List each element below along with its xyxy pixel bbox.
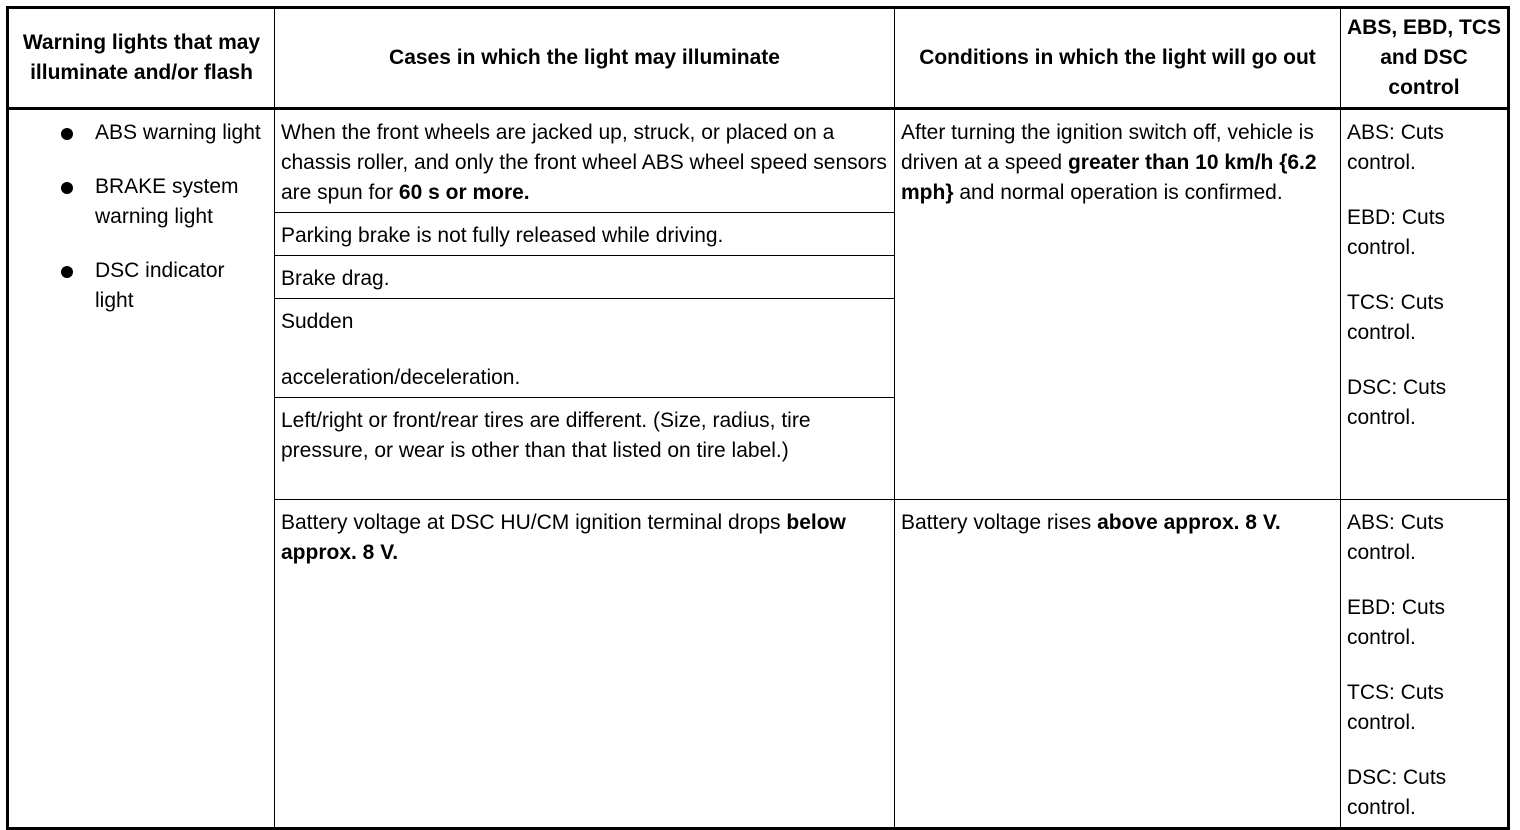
control-item: DSC: Cuts control.: [1347, 376, 1447, 429]
table-row: [8, 109, 1509, 213]
control-cell: [1341, 500, 1509, 829]
warning-lights-list: [15, 118, 268, 316]
header-row: [8, 8, 1509, 109]
header-cases: Cases in which the light may illuminate: [275, 8, 895, 109]
control-item: ABS: Cuts control.: [1347, 121, 1444, 174]
control-item: EBD: Cuts control.: [1347, 206, 1446, 259]
control-item: TCS: Cuts control.: [1347, 291, 1444, 344]
list-item: [59, 118, 268, 148]
condition-bold: above approx. 8 V.: [1097, 511, 1281, 534]
warning-light-label: BRAKE system warning light: [95, 175, 239, 228]
control-item: TCS: Cuts control.: [1347, 681, 1444, 734]
case-cell: [275, 109, 895, 213]
condition-text: Battery voltage rises: [901, 511, 1098, 534]
header-control: ABS, EBD, TCS and DSC control: [1341, 8, 1509, 109]
bullet-icon: [61, 266, 73, 278]
header-warning-lights: Warning lights that may illuminate and/or flash: [8, 8, 275, 109]
case-text: acceleration/deceleration.: [281, 366, 521, 389]
case-cell: [275, 299, 895, 398]
list-item: [59, 256, 268, 316]
case-text: Battery voltage at DSC HU/CM ignition terminal drops: [281, 511, 787, 534]
control-item: DSC: Cuts control.: [1347, 766, 1447, 819]
condition-text: and normal operation is confirmed.: [953, 181, 1283, 204]
case-cell: Left/right or front/rear tires are different. (Size, radius, tire pressure, or wear is other than that listed on tire label.): [275, 398, 895, 500]
control-cell: [1341, 109, 1509, 500]
control-item: EBD: Cuts control.: [1347, 596, 1446, 649]
condition-bold: greater than 10 km/h {6.2 mph}: [901, 151, 1317, 204]
case-cell: [275, 500, 895, 829]
condition-cell: [895, 500, 1341, 829]
case-cell: Brake drag.: [275, 256, 895, 299]
condition-cell: [895, 109, 1341, 500]
case-bold: below approx. 8 V.: [281, 511, 846, 564]
control-item: ABS: Cuts control.: [1347, 511, 1444, 564]
list-item: [59, 172, 268, 232]
warning-light-table: [6, 6, 1510, 830]
case-text: When the front wheels are jacked up, struck, or placed on a chassis roller, and only the front wheel ABS wheel speed sensors are spun for: [281, 121, 887, 204]
warning-light-label: DSC indicator light: [95, 259, 225, 312]
bullet-icon: [61, 182, 73, 194]
case-bold: 60 s or more.: [398, 181, 530, 204]
condition-text: After turning the ignition switch off, vehicle is driven at a speed: [901, 121, 1314, 174]
bullet-icon: [61, 128, 73, 140]
warning-light-label: ABS warning light: [95, 121, 261, 144]
case-cell: Parking brake is not fully released while driving.: [275, 213, 895, 256]
case-text: Sudden: [281, 310, 354, 333]
warning-lights-cell: [8, 109, 275, 829]
header-conditions: Conditions in which the light will go out: [895, 8, 1341, 109]
